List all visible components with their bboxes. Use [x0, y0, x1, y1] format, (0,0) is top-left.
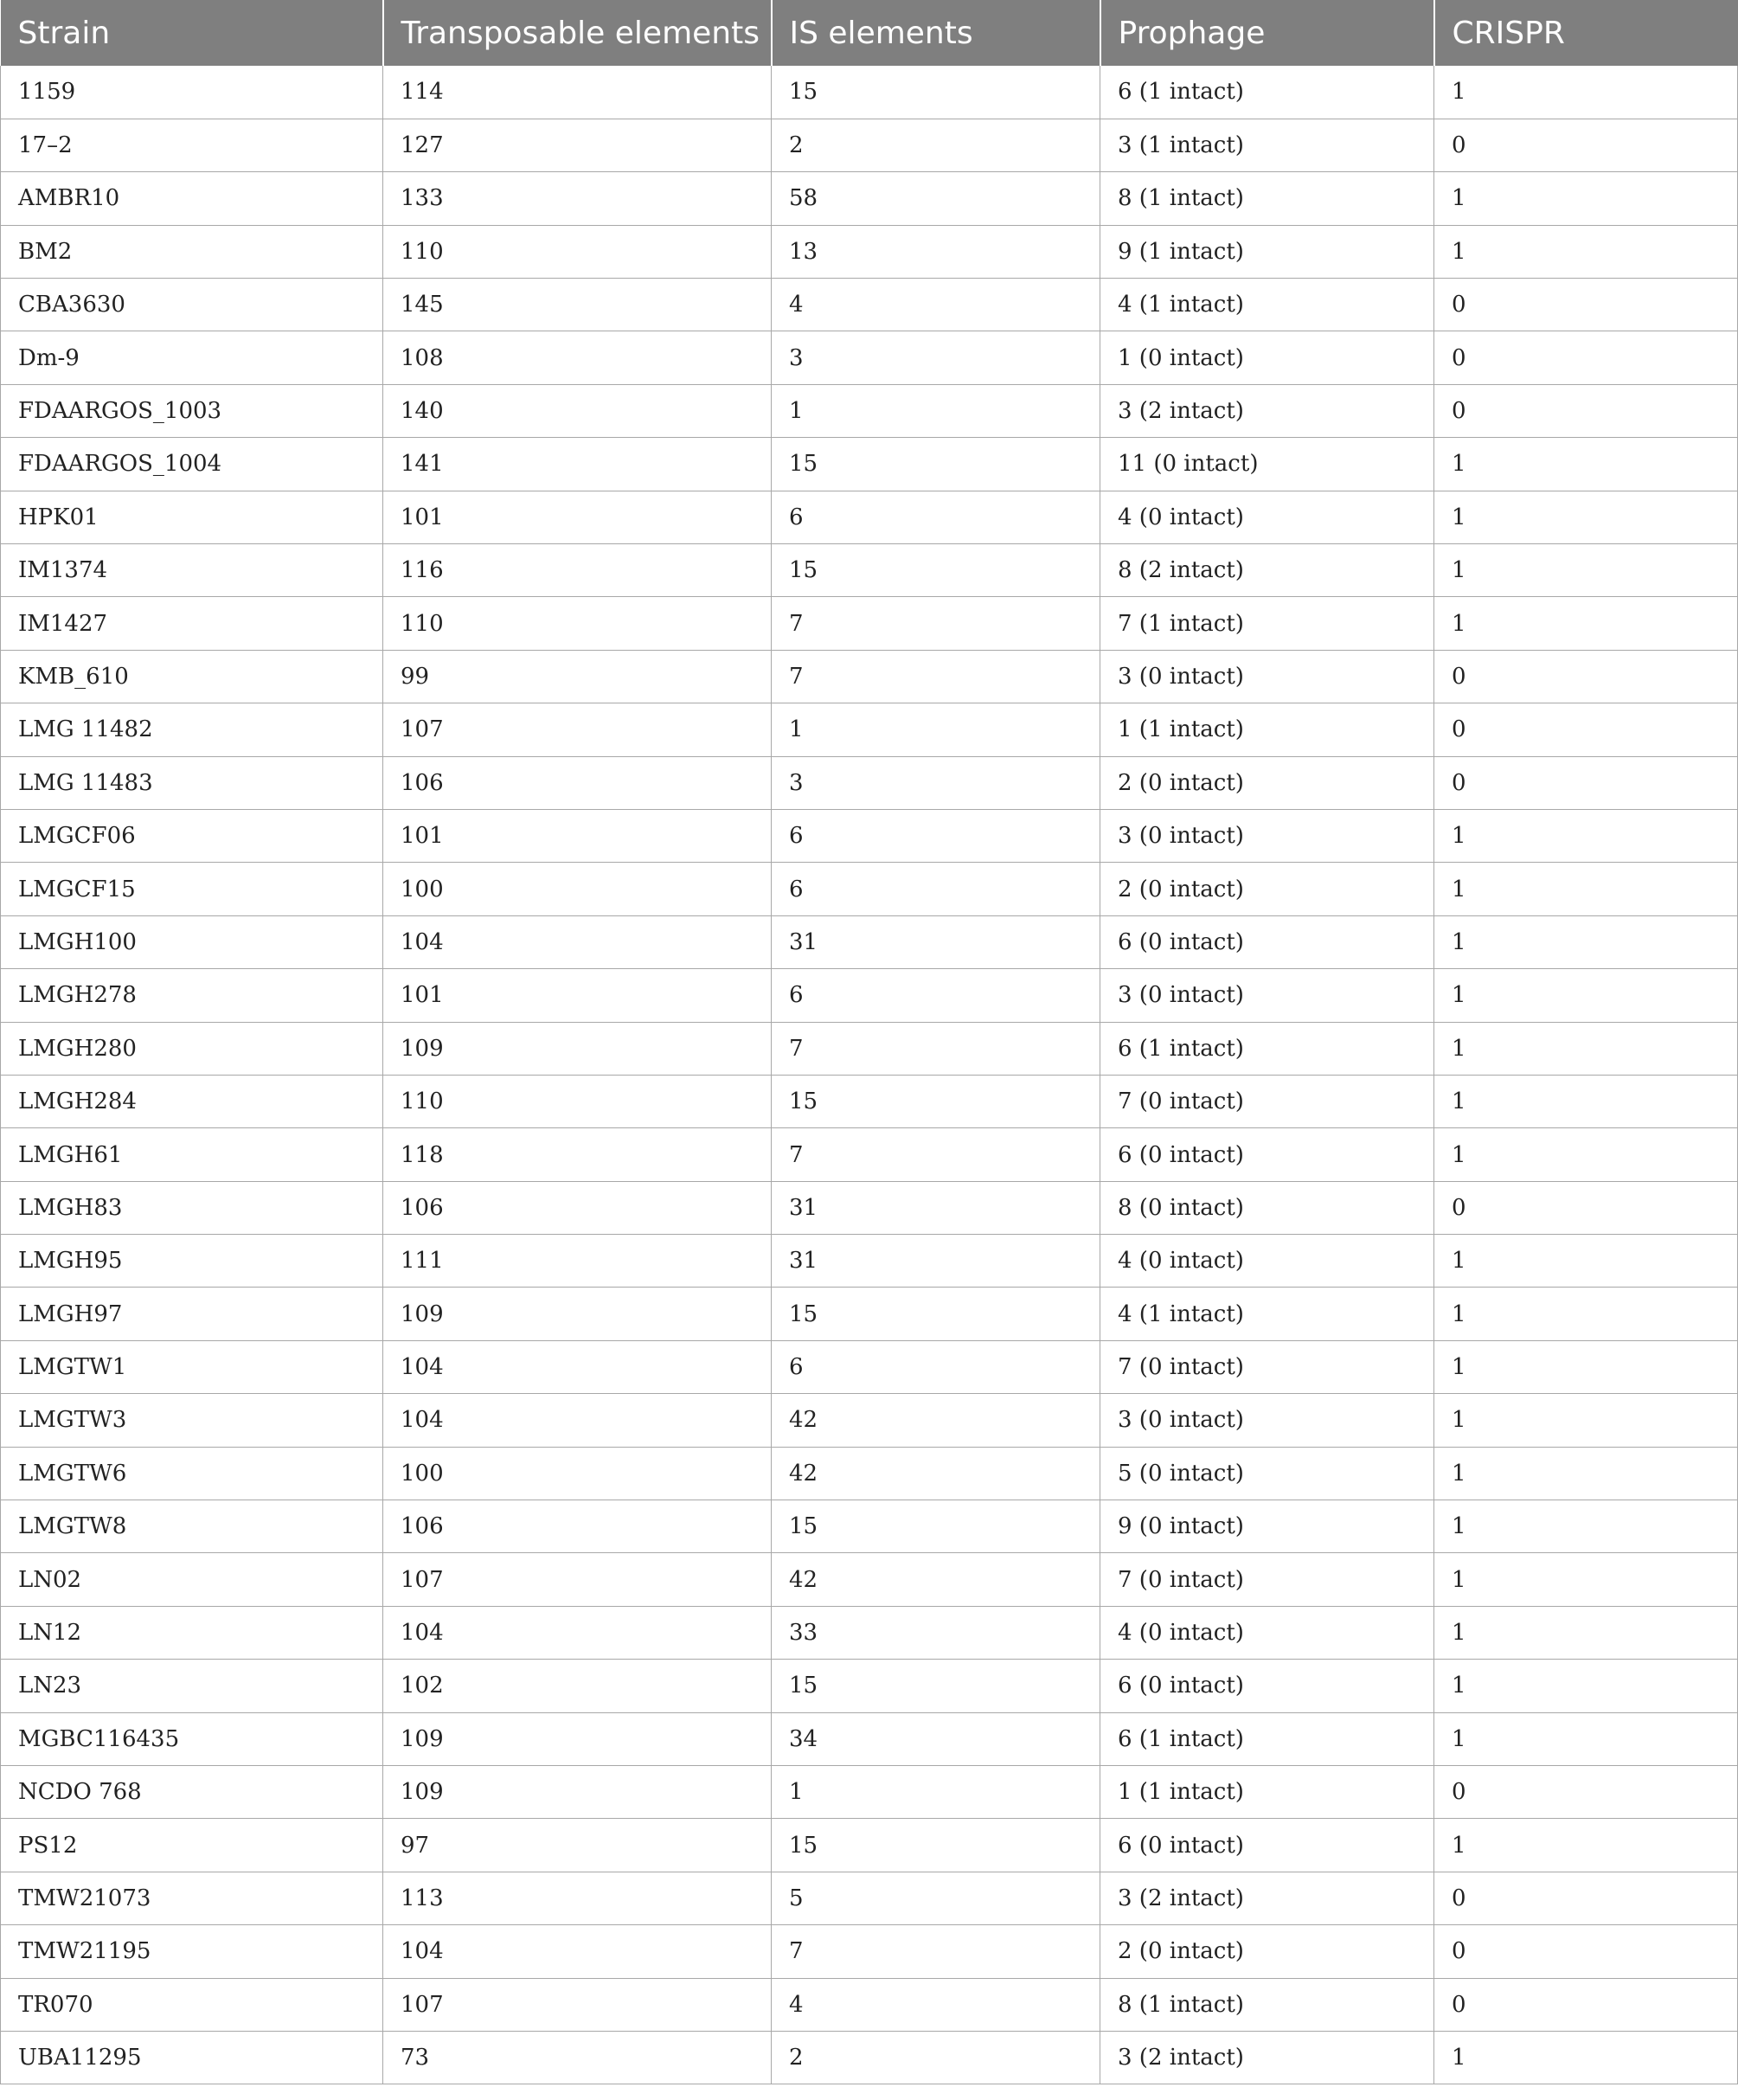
cell-prophage: 8 (2 intact) — [1100, 544, 1434, 597]
cell-is-elements: 15 — [772, 438, 1100, 491]
cell-prophage: 5 (0 intact) — [1100, 1447, 1434, 1500]
cell-crispr: 0 — [1434, 384, 1738, 437]
cell-prophage: 3 (2 intact) — [1100, 384, 1434, 437]
cell-transposable-elements: 102 — [383, 1660, 772, 1712]
cell-strain: LMGH95 — [1, 1235, 383, 1288]
table-row — [1, 1340, 1738, 1393]
cell-crispr: 0 — [1434, 1766, 1738, 1819]
cell-is-elements: 13 — [772, 225, 1100, 278]
cell-transposable-elements: 97 — [383, 1819, 772, 1872]
cell-transposable-elements: 110 — [383, 225, 772, 278]
table-row — [1, 1128, 1738, 1181]
cell-is-elements: 1 — [772, 384, 1100, 437]
cell-prophage: 1 (1 intact) — [1100, 1766, 1434, 1819]
table-row — [1, 66, 1738, 119]
table-row — [1, 1500, 1738, 1553]
cell-prophage: 9 (0 intact) — [1100, 1500, 1434, 1553]
table-row — [1, 1235, 1738, 1288]
cell-is-elements: 33 — [772, 1606, 1100, 1659]
cell-transposable-elements: 104 — [383, 915, 772, 968]
cell-crispr: 1 — [1434, 1819, 1738, 1872]
cell-strain: BM2 — [1, 225, 383, 278]
table-row — [1, 809, 1738, 862]
cell-transposable-elements: 141 — [383, 438, 772, 491]
cell-transposable-elements: 113 — [383, 1872, 772, 1924]
cell-prophage: 6 (0 intact) — [1100, 1819, 1434, 1872]
cell-transposable-elements: 110 — [383, 1075, 772, 1127]
cell-prophage: 7 (1 intact) — [1100, 597, 1434, 650]
cell-strain: LMGTW1 — [1, 1340, 383, 1393]
cell-strain: LMGH284 — [1, 1075, 383, 1127]
cell-is-elements: 31 — [772, 1235, 1100, 1288]
cell-crispr: 1 — [1434, 1712, 1738, 1765]
table-row — [1, 279, 1738, 331]
cell-prophage: 2 (0 intact) — [1100, 863, 1434, 915]
cell-strain: TMW21195 — [1, 1925, 383, 1978]
cell-prophage: 3 (0 intact) — [1100, 809, 1434, 862]
cell-is-elements: 15 — [772, 544, 1100, 597]
cell-prophage: 11 (0 intact) — [1100, 438, 1434, 491]
table-row — [1, 491, 1738, 543]
cell-crispr: 0 — [1434, 650, 1738, 703]
cell-transposable-elements: 106 — [383, 1500, 772, 1553]
cell-transposable-elements: 106 — [383, 1181, 772, 1234]
cell-prophage: 1 (1 intact) — [1100, 703, 1434, 756]
cell-crispr: 0 — [1434, 1925, 1738, 1978]
table-row — [1, 2031, 1738, 2084]
cell-strain: LMGH61 — [1, 1128, 383, 1181]
cell-crispr: 1 — [1434, 1606, 1738, 1659]
cell-is-elements: 1 — [772, 1766, 1100, 1819]
cell-is-elements: 42 — [772, 1553, 1100, 1606]
cell-is-elements: 15 — [772, 1288, 1100, 1340]
cell-is-elements: 3 — [772, 331, 1100, 384]
cell-is-elements: 1 — [772, 703, 1100, 756]
cell-strain: IM1427 — [1, 597, 383, 650]
table-row — [1, 438, 1738, 491]
table-row — [1, 1978, 1738, 2031]
cell-is-elements: 5 — [772, 1872, 1100, 1924]
header-crispr: CRISPR — [1434, 0, 1738, 66]
cell-strain: LMGTW8 — [1, 1500, 383, 1553]
table-row — [1, 1712, 1738, 1765]
cell-crispr: 1 — [1434, 172, 1738, 225]
table-row — [1, 172, 1738, 225]
table-row — [1, 384, 1738, 437]
cell-is-elements: 31 — [772, 915, 1100, 968]
cell-crispr: 1 — [1434, 597, 1738, 650]
cell-transposable-elements: 109 — [383, 1712, 772, 1765]
cell-crispr: 1 — [1434, 1075, 1738, 1127]
cell-transposable-elements: 127 — [383, 119, 772, 171]
cell-strain: LMGTW6 — [1, 1447, 383, 1500]
cell-strain: LMGTW3 — [1, 1394, 383, 1447]
cell-is-elements: 6 — [772, 491, 1100, 543]
cell-is-elements: 15 — [772, 66, 1100, 119]
cell-is-elements: 6 — [772, 863, 1100, 915]
cell-is-elements: 4 — [772, 279, 1100, 331]
cell-transposable-elements: 140 — [383, 384, 772, 437]
cell-strain: LMG 11483 — [1, 756, 383, 809]
table-row — [1, 1819, 1738, 1872]
cell-transposable-elements: 107 — [383, 1553, 772, 1606]
cell-is-elements: 6 — [772, 809, 1100, 862]
cell-prophage: 3 (0 intact) — [1100, 650, 1434, 703]
cell-transposable-elements: 109 — [383, 1288, 772, 1340]
cell-transposable-elements: 114 — [383, 66, 772, 119]
cell-prophage: 2 (0 intact) — [1100, 1925, 1434, 1978]
cell-strain: LMGH280 — [1, 1022, 383, 1075]
cell-strain: LMGH83 — [1, 1181, 383, 1234]
cell-strain: LMG 11482 — [1, 703, 383, 756]
cell-is-elements: 3 — [772, 756, 1100, 809]
table-row — [1, 597, 1738, 650]
cell-strain: 1159 — [1, 66, 383, 119]
cell-crispr: 1 — [1434, 491, 1738, 543]
cell-transposable-elements: 116 — [383, 544, 772, 597]
cell-prophage: 7 (0 intact) — [1100, 1075, 1434, 1127]
cell-transposable-elements: 100 — [383, 1447, 772, 1500]
cell-transposable-elements: 104 — [383, 1606, 772, 1659]
cell-strain: LMGCF15 — [1, 863, 383, 915]
cell-prophage: 8 (0 intact) — [1100, 1181, 1434, 1234]
table-row — [1, 969, 1738, 1022]
cell-is-elements: 34 — [772, 1712, 1100, 1765]
cell-transposable-elements: 118 — [383, 1128, 772, 1181]
cell-is-elements: 2 — [772, 2031, 1100, 2084]
cell-transposable-elements: 73 — [383, 2031, 772, 2084]
cell-strain: IM1374 — [1, 544, 383, 597]
cell-prophage: 6 (1 intact) — [1100, 66, 1434, 119]
cell-strain: PS12 — [1, 1819, 383, 1872]
cell-crispr: 1 — [1434, 1288, 1738, 1340]
cell-transposable-elements: 104 — [383, 1394, 772, 1447]
cell-prophage: 6 (1 intact) — [1100, 1022, 1434, 1075]
cell-strain: KMB_610 — [1, 650, 383, 703]
cell-prophage: 9 (1 intact) — [1100, 225, 1434, 278]
cell-transposable-elements: 110 — [383, 597, 772, 650]
cell-crispr: 1 — [1434, 809, 1738, 862]
cell-strain: 17–2 — [1, 119, 383, 171]
cell-crispr: 1 — [1434, 544, 1738, 597]
cell-transposable-elements: 107 — [383, 703, 772, 756]
cell-is-elements: 2 — [772, 119, 1100, 171]
table-row — [1, 1181, 1738, 1234]
cell-is-elements: 4 — [772, 1978, 1100, 2031]
cell-is-elements: 15 — [772, 1075, 1100, 1127]
cell-strain: LMGH278 — [1, 969, 383, 1022]
header-is-elements: IS elements — [772, 0, 1100, 66]
cell-crispr: 1 — [1434, 1660, 1738, 1712]
table-row — [1, 703, 1738, 756]
cell-prophage: 7 (0 intact) — [1100, 1340, 1434, 1393]
cell-strain: TR070 — [1, 1978, 383, 2031]
cell-strain: TMW21073 — [1, 1872, 383, 1924]
cell-transposable-elements: 104 — [383, 1925, 772, 1978]
cell-transposable-elements: 106 — [383, 756, 772, 809]
header-prophage: Prophage — [1100, 0, 1434, 66]
cell-crispr: 1 — [1434, 438, 1738, 491]
cell-prophage: 4 (1 intact) — [1100, 1288, 1434, 1340]
table-row — [1, 1660, 1738, 1712]
cell-is-elements: 7 — [772, 1022, 1100, 1075]
cell-transposable-elements: 101 — [383, 969, 772, 1022]
cell-crispr: 1 — [1434, 1500, 1738, 1553]
cell-is-elements: 7 — [772, 597, 1100, 650]
cell-prophage: 6 (0 intact) — [1100, 1128, 1434, 1181]
cell-prophage: 6 (1 intact) — [1100, 1712, 1434, 1765]
table-row — [1, 1075, 1738, 1127]
header-transposable-elements: Transposable elements — [383, 0, 772, 66]
cell-transposable-elements: 101 — [383, 809, 772, 862]
cell-prophage: 2 (0 intact) — [1100, 756, 1434, 809]
cell-crispr: 0 — [1434, 1872, 1738, 1924]
cell-strain: CBA3630 — [1, 279, 383, 331]
cell-prophage: 1 (0 intact) — [1100, 331, 1434, 384]
cell-crispr: 1 — [1434, 1022, 1738, 1075]
cell-transposable-elements: 111 — [383, 1235, 772, 1288]
cell-transposable-elements: 133 — [383, 172, 772, 225]
cell-crispr: 1 — [1434, 225, 1738, 278]
table-row — [1, 915, 1738, 968]
cell-crispr: 0 — [1434, 1181, 1738, 1234]
cell-crispr: 0 — [1434, 703, 1738, 756]
cell-strain: Dm-9 — [1, 331, 383, 384]
cell-strain: NCDO 768 — [1, 1766, 383, 1819]
cell-crispr: 1 — [1434, 1394, 1738, 1447]
cell-is-elements: 58 — [772, 172, 1100, 225]
cell-crispr: 0 — [1434, 756, 1738, 809]
cell-prophage: 8 (1 intact) — [1100, 1978, 1434, 2031]
cell-prophage: 8 (1 intact) — [1100, 172, 1434, 225]
table-row — [1, 331, 1738, 384]
cell-prophage: 6 (0 intact) — [1100, 915, 1434, 968]
table-row — [1, 863, 1738, 915]
table-row — [1, 1925, 1738, 1978]
table-row — [1, 650, 1738, 703]
cell-strain: LMGCF06 — [1, 809, 383, 862]
cell-crispr: 1 — [1434, 2031, 1738, 2084]
cell-crispr: 1 — [1434, 1340, 1738, 1393]
cell-crispr: 1 — [1434, 1553, 1738, 1606]
table-row — [1, 1394, 1738, 1447]
cell-strain: LN02 — [1, 1553, 383, 1606]
table-row — [1, 225, 1738, 278]
cell-crispr: 1 — [1434, 1235, 1738, 1288]
cell-transposable-elements: 100 — [383, 863, 772, 915]
cell-strain: UBA11295 — [1, 2031, 383, 2084]
cell-transposable-elements: 104 — [383, 1340, 772, 1393]
cell-prophage: 3 (2 intact) — [1100, 1872, 1434, 1924]
cell-strain: FDAARGOS_1004 — [1, 438, 383, 491]
cell-prophage: 3 (2 intact) — [1100, 2031, 1434, 2084]
cell-transposable-elements: 107 — [383, 1978, 772, 2031]
cell-crispr: 1 — [1434, 66, 1738, 119]
cell-transposable-elements: 145 — [383, 279, 772, 331]
cell-crispr: 0 — [1434, 1978, 1738, 2031]
table-body — [1, 66, 1738, 2084]
cell-is-elements: 6 — [772, 1340, 1100, 1393]
cell-strain: HPK01 — [1, 491, 383, 543]
cell-is-elements: 15 — [772, 1819, 1100, 1872]
table-row — [1, 1288, 1738, 1340]
cell-transposable-elements: 101 — [383, 491, 772, 543]
cell-transposable-elements: 99 — [383, 650, 772, 703]
cell-crispr: 0 — [1434, 119, 1738, 171]
table-row — [1, 1447, 1738, 1500]
table-row — [1, 756, 1738, 809]
table-header — [1, 0, 1738, 66]
cell-strain: LN23 — [1, 1660, 383, 1712]
cell-prophage: 4 (0 intact) — [1100, 1606, 1434, 1659]
table-row — [1, 1872, 1738, 1924]
table-row — [1, 1553, 1738, 1606]
table-row — [1, 119, 1738, 171]
table-row — [1, 544, 1738, 597]
cell-is-elements: 6 — [772, 969, 1100, 1022]
cell-prophage: 6 (0 intact) — [1100, 1660, 1434, 1712]
cell-is-elements: 15 — [772, 1660, 1100, 1712]
cell-crispr: 1 — [1434, 915, 1738, 968]
cell-strain: MGBC116435 — [1, 1712, 383, 1765]
header-strain: Strain — [1, 0, 383, 66]
cell-strain: FDAARGOS_1003 — [1, 384, 383, 437]
cell-crispr: 0 — [1434, 331, 1738, 384]
cell-prophage: 4 (1 intact) — [1100, 279, 1434, 331]
cell-is-elements: 7 — [772, 650, 1100, 703]
table-row — [1, 1766, 1738, 1819]
cell-prophage: 3 (0 intact) — [1100, 1394, 1434, 1447]
cell-is-elements: 42 — [772, 1394, 1100, 1447]
cell-transposable-elements: 109 — [383, 1022, 772, 1075]
cell-is-elements: 7 — [772, 1925, 1100, 1978]
cell-crispr: 1 — [1434, 1128, 1738, 1181]
cell-is-elements: 31 — [772, 1181, 1100, 1234]
cell-strain: LMGH97 — [1, 1288, 383, 1340]
cell-prophage: 3 (0 intact) — [1100, 969, 1434, 1022]
cell-strain: LN12 — [1, 1606, 383, 1659]
table-row — [1, 1022, 1738, 1075]
cell-prophage: 7 (0 intact) — [1100, 1553, 1434, 1606]
cell-crispr: 0 — [1434, 279, 1738, 331]
header-row — [1, 0, 1738, 66]
cell-crispr: 1 — [1434, 1447, 1738, 1500]
cell-prophage: 3 (1 intact) — [1100, 119, 1434, 171]
cell-is-elements: 7 — [772, 1128, 1100, 1181]
cell-crispr: 1 — [1434, 969, 1738, 1022]
cell-strain: LMGH100 — [1, 915, 383, 968]
cell-crispr: 1 — [1434, 863, 1738, 915]
cell-transposable-elements: 108 — [383, 331, 772, 384]
table-row — [1, 1606, 1738, 1659]
cell-prophage: 4 (0 intact) — [1100, 1235, 1434, 1288]
cell-is-elements: 15 — [772, 1500, 1100, 1553]
cell-transposable-elements: 109 — [383, 1766, 772, 1819]
cell-is-elements: 42 — [772, 1447, 1100, 1500]
cell-strain: AMBR10 — [1, 172, 383, 225]
cell-prophage: 4 (0 intact) — [1100, 491, 1434, 543]
